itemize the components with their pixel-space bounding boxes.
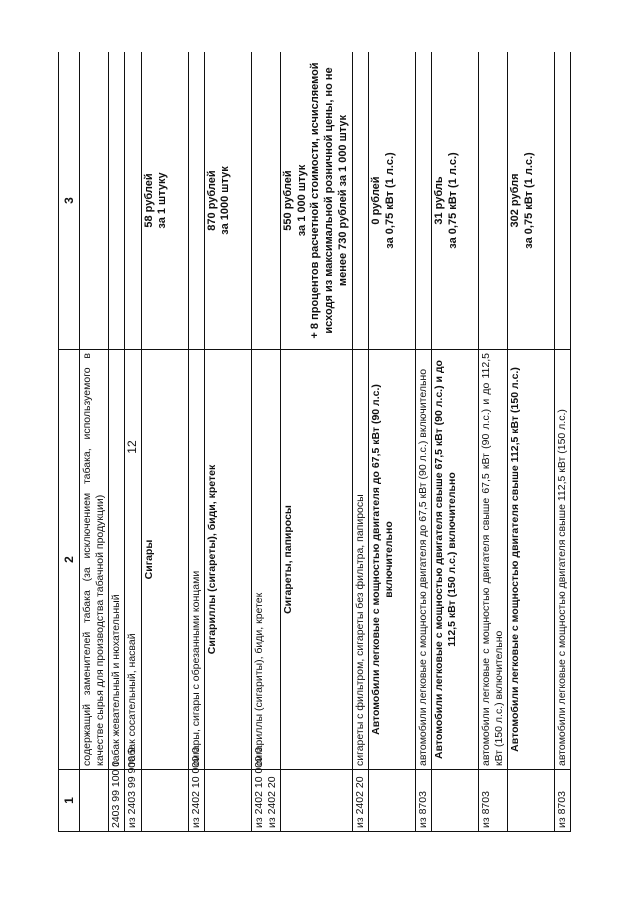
tnved-code-cell	[204, 770, 251, 832]
tax-rate-cell	[125, 52, 141, 350]
category-row	[508, 52, 555, 832]
goods-description: автомобили легковые с мощностью двигателя свыше 67,5 кВт (90 л.с.) и до 112,5 кВт (150 л.с.) включительно	[478, 350, 507, 770]
goods-description: автомобили легковые с мощностью двигателя свыше 112,5 кВт (150 л.с.)	[555, 350, 571, 770]
tax-rate-cell	[415, 52, 431, 350]
tnved-code-cell	[415, 770, 431, 832]
item-row	[352, 52, 368, 832]
item-row	[415, 52, 431, 832]
tnved-code-cell	[478, 770, 507, 832]
goods-description: содержащий заменителей табака (за исключением табака, используемого в качестве сырья для производства табачной продукции)	[80, 350, 109, 770]
category-row	[368, 52, 415, 832]
tax-rate-line: за 0,75 кВт (1 л.с.)	[522, 152, 535, 249]
goods-description: табак жевательный и нюхательный	[109, 350, 125, 770]
tax-rate-line: за 1 000 штук	[295, 164, 308, 237]
rotated-sheet	[58, 52, 578, 832]
tax-rate-line: за 1000 штук	[219, 166, 232, 235]
tnved-code-cell	[188, 747, 204, 832]
tax-rate-cell	[352, 52, 368, 350]
item-row	[80, 52, 109, 832]
tnved-code: из 2403 99 900 9	[126, 747, 139, 828]
tax-rate-line: 31 рубль	[432, 176, 445, 225]
category-row	[141, 52, 188, 832]
rotated-table-container	[58, 52, 578, 832]
item-row	[109, 52, 125, 832]
item-row	[251, 52, 280, 832]
category-row	[431, 52, 478, 832]
tnved-code: из 2402 20	[265, 776, 278, 828]
tax-rate-cell	[280, 52, 352, 350]
goods-description: сигариллы (сигариты), биди, кретек	[251, 350, 280, 770]
column-number-3: 3	[59, 52, 80, 350]
tnved-code: из 8703	[479, 791, 492, 828]
tnved-code: из 8703	[556, 791, 569, 828]
page-number: 12	[125, 440, 139, 454]
tax-rate-cell	[80, 52, 109, 350]
tnved-code-cell	[368, 770, 415, 832]
column-number-row	[59, 52, 80, 832]
tax-rate-cell	[188, 52, 204, 350]
goods-description: табак сосательный, насвай	[125, 350, 141, 770]
tax-rate-cell	[368, 52, 415, 350]
tnved-code-cell	[555, 770, 571, 832]
tax-rate-cell	[555, 52, 571, 350]
category-row	[280, 52, 352, 832]
item-row	[125, 52, 141, 832]
category-row	[204, 52, 251, 832]
tnved-code: из 2402 10 000 0	[189, 747, 202, 828]
tax-rate-cell	[431, 52, 478, 350]
tnved-code-cell	[352, 770, 368, 832]
goods-description: сигареты с фильтром, сигареты без фильтра, папиросы	[352, 350, 368, 770]
tax-rate-cell	[508, 52, 555, 350]
column-number-2: 2	[59, 350, 80, 770]
tax-rate-line: 0 рублей	[369, 176, 382, 225]
tnved-code-cell	[109, 760, 125, 832]
tax-rate-line: 58 рублей	[142, 173, 155, 228]
tax-rate-cell	[141, 52, 188, 350]
category-heading: Сигареты, папиросы	[280, 350, 352, 770]
goods-description: автомобили легковые с мощностью двигателя до 67,5 кВт (90 л.с.) включительно	[415, 350, 431, 770]
tax-rate-line: 550 рублей	[281, 170, 294, 231]
tax-rate-line: за 1 штуку	[156, 172, 169, 229]
tax-rate-cell	[251, 52, 280, 350]
tnved-code: 2403 99 100 0	[110, 760, 123, 828]
tax-rate-line: 302 рубля	[509, 173, 522, 228]
tnved-code-cell	[508, 770, 555, 832]
tnved-code-cell	[251, 747, 280, 832]
tnved-code-cell	[125, 747, 141, 832]
tax-rate-line: за 0,75 кВт (1 л.с.)	[383, 152, 396, 249]
tnved-code-cell	[431, 770, 478, 832]
tax-rate-cell	[109, 52, 125, 350]
tnved-code: из 2402 10 000 0	[252, 747, 265, 828]
table-body	[80, 52, 571, 832]
category-heading: Сигариллы (сигареты), биди, кретек	[204, 350, 251, 770]
column-number-1: 1	[59, 770, 80, 832]
tax-rate-line: + 8 процентов расчетной стоимости, исчисляемой исходя из максимальной розничной цены, но не менее 730 рублей за 1 000 штук	[309, 62, 349, 339]
category-heading: Автомобили легковые с мощностью двигателя до 67,5 кВт (90 л.с.) включительно	[368, 350, 415, 770]
tnved-code: из 8703	[416, 791, 429, 828]
category-heading: Автомобили легковые с мощностью двигателя свыше 112,5 кВт (150 л.с.)	[508, 350, 555, 770]
tnved-code-cell	[141, 770, 188, 832]
item-row	[188, 52, 204, 832]
goods-description: сигары, сигары с обрезанными концами	[188, 350, 204, 770]
tnved-code: из 2402 20	[353, 776, 366, 828]
category-heading: Автомобили легковые с мощностью двигателя свыше 67,5 кВт (90 л.с.) и до 112,5 кВт (150 л.с.) включительно	[431, 350, 478, 770]
tnved-code-cell	[80, 770, 109, 832]
tax-rate-cell	[204, 52, 251, 350]
tax-rate-cell	[478, 52, 507, 350]
excise-rates-table	[58, 52, 571, 832]
item-row	[555, 52, 571, 832]
tax-rate-line: 870 рублей	[205, 170, 218, 231]
item-row	[478, 52, 507, 832]
tax-rate-line: за 0,75 кВт (1 л.с.)	[446, 152, 459, 249]
tnved-code-cell	[280, 770, 352, 832]
category-heading: Сигары	[141, 350, 188, 770]
